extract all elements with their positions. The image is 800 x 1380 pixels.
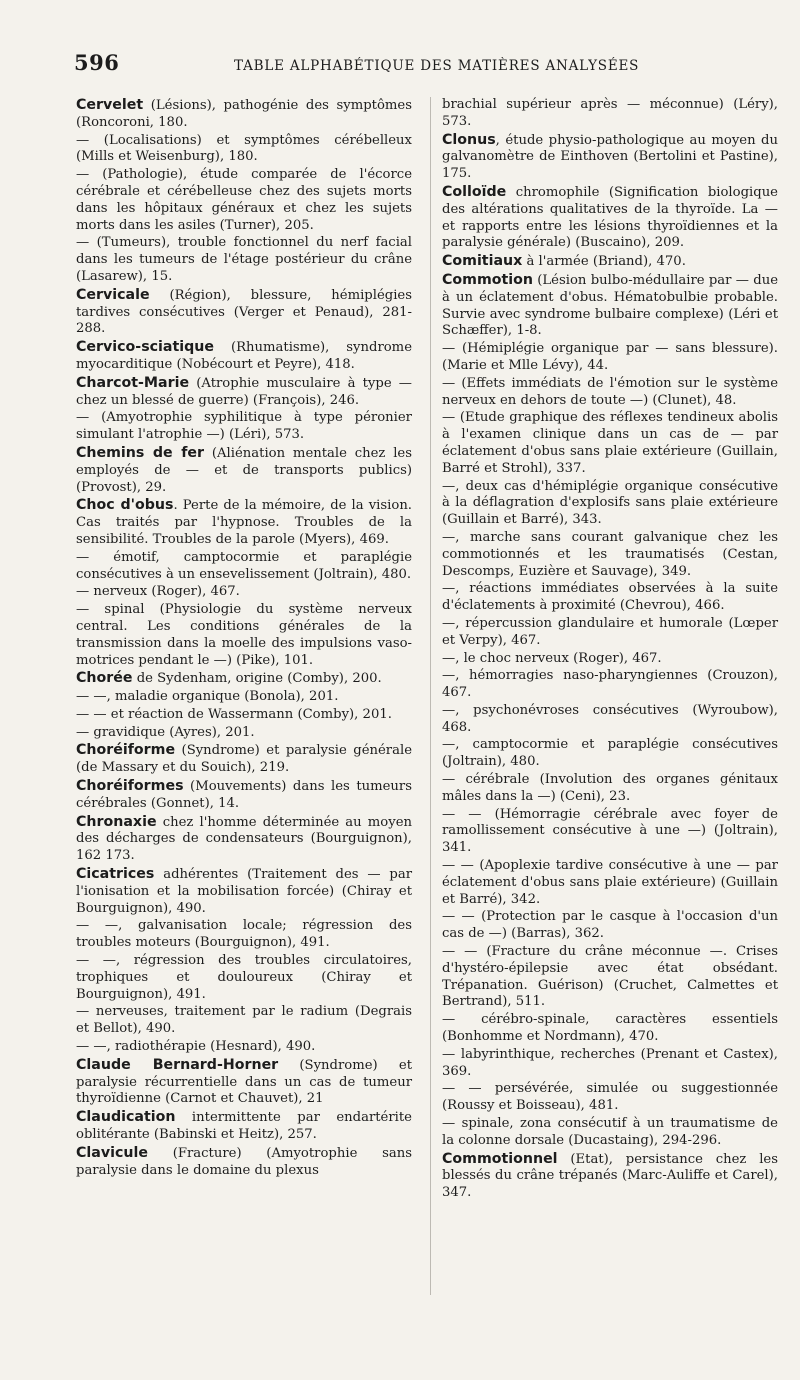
index-subentry — [442, 97, 778, 131]
index-subentry — [76, 410, 412, 444]
entry-headword: Clavicule — [76, 1144, 148, 1161]
entry-text: — — (Protection par le casque à l'occasion d'un cas de —) (Barras), 362. — [442, 909, 778, 942]
entry-text: —, réactions immédiates observées à la suite d'éclatements à proximité (Chevrou), 466. — [442, 581, 778, 614]
entry-text: — cérébro-spinale, caractères essentiels (Bonhomme et Nordmann), 470. — [442, 1012, 778, 1045]
entry-text: — (Hémiplégie organique par — sans blessure). (Marie et Mlle Lévy), 44. — [442, 341, 778, 373]
entry-text: — labyrinthique, recherches (Prenant et Castex), 369. — [442, 1046, 778, 1079]
entry-headword: Choc d'obus — [76, 497, 174, 514]
entry-text: brachial supérieur après — méconnue) (Léry), 573. — [442, 97, 778, 129]
entry-text: adhérentes (Traitement des — par l'ionisation et la mobilisation forcée) (Chiray et Bourguignon), 490. — [76, 867, 412, 916]
index-subentry — [76, 550, 412, 584]
index-subentry — [442, 944, 778, 1011]
running-title: TABLE ALPHABÉTIQUE DES MATIÈRES ANALYSÉES — [234, 58, 640, 74]
entry-headword: Clonus — [442, 131, 496, 148]
index-entry — [442, 1151, 778, 1202]
index-entry — [76, 375, 412, 410]
index-subentry — [76, 167, 412, 234]
entry-text: (Syndrome) et paralysie récurrentielle dans un cas de tumeur thyroïdienne (Carnot et Chauvet), 21 — [76, 1057, 412, 1107]
index-subentry — [76, 602, 412, 669]
index-subentry — [76, 235, 412, 285]
index-subentry — [442, 479, 778, 529]
index-subentry — [442, 376, 778, 410]
entry-text: chez l'homme déterminée au moyen des décharges de condensateurs (Bourguignon), 162 173. — [76, 814, 412, 864]
entry-headword: Cervicale — [76, 286, 150, 303]
column-divider — [430, 97, 431, 1295]
entry-text: — — persévérée, simulée ou suggestionnée (Roussy et Boisseau), 481. — [442, 1081, 778, 1114]
entry-text: — émotif, camptocormie et paraplégie consécutives à un ensevelissement (Joltrain), 480. — [76, 549, 412, 582]
entry-text: —, deux cas d'hémiplégie organique consécutive à la déflagration d'explosifs sans plaie extérieure (Guillain et Barré), 343. — [442, 478, 778, 528]
entry-text: — — (Fracture du crâne méconnue —. Crises d'hystéro-épilepsie avec état obsédant. Trépanation. Guérison) (Cruchet, Calmettes et Bertrand), 511. — [442, 944, 778, 1010]
entry-text: —, psychonévroses consécutives (Wyroubow), 468. — [442, 702, 778, 735]
entry-text: de Sydenham, origine (Comby), 200. — [132, 671, 382, 687]
index-entry — [76, 866, 412, 917]
index-subentry — [76, 953, 412, 1003]
entry-text: — —, maladie organique (Bonola), 201. — [76, 689, 339, 705]
entry-text: — —, radiothérapie (Hesnard), 490. — [76, 1039, 316, 1055]
entry-headword: Commotionnel — [442, 1150, 558, 1167]
entry-text: — (Amyotrophie syphilitique à type péronier simulant l'atrophie —) (Léri), 573. — [76, 410, 412, 443]
entry-text: — (Tumeurs), trouble fonctionnel du nerf facial dans les tumeurs de l'étage postérieur du crâne (Lasarew), 15. — [76, 235, 412, 284]
entry-text: — spinal (Physiologie du système nerveux central. Les conditions générales de la transmission dans la moelle des impulsions vaso-motrices pendant le —) (Pike), 101. — [76, 602, 412, 668]
entry-text: — —, galvanisation locale; régression des troubles moteurs (Bourguignon), 491. — [76, 918, 412, 951]
index-subentry — [442, 703, 778, 737]
index-entry — [76, 339, 412, 374]
entry-text: intermittente par endartérite oblitérante (Babinski et Heitz), 257. — [76, 1110, 412, 1143]
entry-headword: Claudication — [76, 1109, 176, 1126]
entry-text: (Région), blessure, hémiplégies tardives consécutives (Verger et Penaud), 281-288. — [76, 287, 412, 337]
entry-text: (Etat), persistance chez les blessés du crâne trépanés (Marc-Auliffe et Carel), 347. — [442, 1151, 778, 1201]
entry-text: (Fracture) (Amyotrophie sans paralysie dans le domaine du plexus — [76, 1145, 412, 1178]
entry-headword: Chemins de fer — [76, 444, 205, 461]
entry-text: (Syndrome) et paralysie générale (de Massary et du Souich), 219. — [76, 743, 412, 776]
entry-headword: Commotion — [442, 271, 533, 288]
index-subentry — [442, 1116, 778, 1150]
page-number: 596 — [74, 50, 120, 75]
entry-headword: Cervelet — [76, 97, 144, 113]
entry-text: (Aliénation mentale chez les employés de — et de transports publics) (Provost), 29. — [76, 445, 413, 495]
index-subentry — [442, 1047, 778, 1081]
index-entry — [76, 1109, 412, 1144]
index-subentry — [442, 772, 778, 806]
entry-text: (Rhumatisme), syndrome myocarditique (Nobécourt et Peyre), 418. — [76, 340, 412, 372]
entry-text: — (Localisations) et symptômes cérébelleux (Mills et Weisenburg), 180. — [76, 132, 412, 165]
entry-headword: Cervico-sciatique — [76, 339, 215, 356]
entry-text: — (Pathologie), étude comparée de l'écorce cérébrale et cérébelleuse chez des sujets morts dans les hôpitaux généraux et chez les sujets morts dans les asiles (Turner), 205. — [76, 167, 412, 233]
entry-text: — —, régression des troubles circulatoires, trophiques et douloureux (Chiray et Bourguignon), 491. — [76, 953, 412, 1002]
index-entry — [76, 742, 412, 777]
index-subentry — [442, 858, 778, 908]
index-entry — [76, 497, 412, 548]
entry-text: — gravidique (Ayres), 201. — [76, 724, 255, 740]
index-entry — [76, 1145, 412, 1180]
entry-headword: Charcot-Marie — [76, 374, 190, 391]
index-subentry — [442, 909, 778, 943]
index-entry — [76, 1057, 412, 1108]
entry-text: — (Etude graphique des réflexes tendineux abolis à l'examen clinique dans un cas de — par éclatement d'obus sans plaie extérieure (Guillain, Barré et Strohl), 337. — [442, 410, 778, 476]
entry-text: — (Effets immédiats de l'émotion sur le système nerveux en dehors de toute —) (Clunet), 48. — [442, 375, 778, 408]
entry-text: — nerveux (Roger), 467. — [76, 584, 240, 600]
index-subentry — [442, 530, 778, 580]
index-entry — [76, 97, 412, 132]
index-subentry — [442, 616, 778, 650]
entry-text: , étude physio-pathologique au moyen du galvanomètre de Einthoven (Bertolini et Pastine), 175. — [442, 132, 778, 182]
index-subentry — [442, 410, 778, 477]
entry-text: —, le choc nerveux (Roger), 467. — [442, 650, 662, 666]
entry-text: (Atrophie musculaire à type — chez un blessé de guerre) (François), 246. — [76, 375, 412, 408]
entry-text: — — (Apoplexie tardive consécutive à une — par éclatement d'obus sans plaie extérieure) (Guillain et Barré), 342. — [442, 858, 778, 907]
entry-headword: Choréiformes — [76, 778, 184, 795]
entry-text: — — (Hémorragie cérébrale avec foyer de ramollissement consécutive à une —) (Joltrain), 341. — [442, 806, 778, 856]
index-entry — [442, 184, 778, 252]
index-entry — [442, 253, 778, 271]
entry-text: chromophile (Signification biologique des altérations qualitatives de la thyroïde. La — et rapports entre les lésions thyroïdiennes et la paralysie générale) (Buscaino), 209. — [442, 184, 778, 251]
index-subentry — [442, 651, 778, 668]
index-subentry — [442, 1081, 778, 1115]
index-entry — [76, 445, 412, 496]
entry-text: —, répercussion glandulaire et humorale (Lœper et Verpy), 467. — [442, 615, 778, 648]
index-subentry — [76, 1039, 412, 1056]
index-subentry — [442, 1012, 778, 1046]
index-entry — [442, 132, 778, 183]
index-subentry — [76, 707, 412, 724]
index-subentry — [442, 737, 778, 771]
entry-headword: Choréiforme — [76, 742, 176, 759]
entry-text: — nerveuses, traitement par le radium (Degrais et Bellot), 490. — [76, 1004, 412, 1037]
entry-text: . Perte de la mémoire, de la vision. Cas traités par l'hypnose. Troubles de la sensibilité. Troubles de la parole (Myers), 469. — [76, 498, 413, 547]
entry-headword: Chorée — [76, 670, 133, 687]
index-entry — [76, 814, 412, 865]
entry-headword: Claude Bernard-Horner — [76, 1056, 279, 1073]
entry-headword: Comitiaux — [442, 253, 523, 270]
entry-text: — — et réaction de Wassermann (Comby), 201. — [76, 706, 392, 722]
index-subentry — [76, 689, 412, 706]
entry-text: — cérébrale (Involution des organes génitaux mâles dans la —) (Ceni), 23. — [442, 772, 778, 804]
entry-text: —, marche sans courant galvanique chez les commotionnés et les traumatisés (Cestan, Descomps, Euzière et Sauvage), 349. — [442, 529, 778, 579]
page-header — [74, 50, 774, 80]
left-column — [76, 97, 412, 1180]
index-subentry — [442, 807, 778, 857]
entry-text: —, camptocormie et paraplégie consécutives (Joltrain), 480. — [442, 737, 778, 770]
index-subentry — [442, 581, 778, 615]
index-subentry — [76, 1004, 412, 1038]
entry-headword: Chronaxie — [76, 813, 157, 830]
entry-text: (Lésions), pathogénie des symptômes (Roncoroni, 180. — [76, 98, 412, 130]
index-subentry — [76, 584, 412, 601]
index-subentry — [76, 133, 412, 167]
entry-headword: Cicatrices — [76, 866, 155, 883]
entry-text: (Mouvements) dans les tumeurs cérébrales (Gonnet), 14. — [76, 779, 412, 811]
entry-headword: Colloïde — [442, 183, 507, 200]
index-entry — [76, 778, 412, 813]
index-subentry — [442, 668, 778, 702]
entry-text: —, hémorragies naso-pharyngiennes (Crouzon), 467. — [442, 668, 778, 701]
index-subentry — [442, 341, 778, 375]
entry-text: à l'armée (Briand), 470. — [522, 254, 686, 270]
index-entry — [76, 287, 412, 338]
right-column — [442, 97, 778, 1203]
index-entry — [76, 670, 412, 688]
entry-text: — spinale, zona consécutif à un traumatisme de la colonne dorsale (Ducastaing), 294-296. — [442, 1116, 778, 1148]
entry-text: (Lésion bulbo-médullaire par — due à un éclatement d'obus. Hématobulbie probable. Survie avec syndrome bulbaire complexe) (Léri et Schæffer), 1-8. — [442, 272, 778, 339]
index-entry — [442, 272, 778, 340]
index-subentry — [76, 918, 412, 952]
index-subentry — [76, 725, 412, 742]
